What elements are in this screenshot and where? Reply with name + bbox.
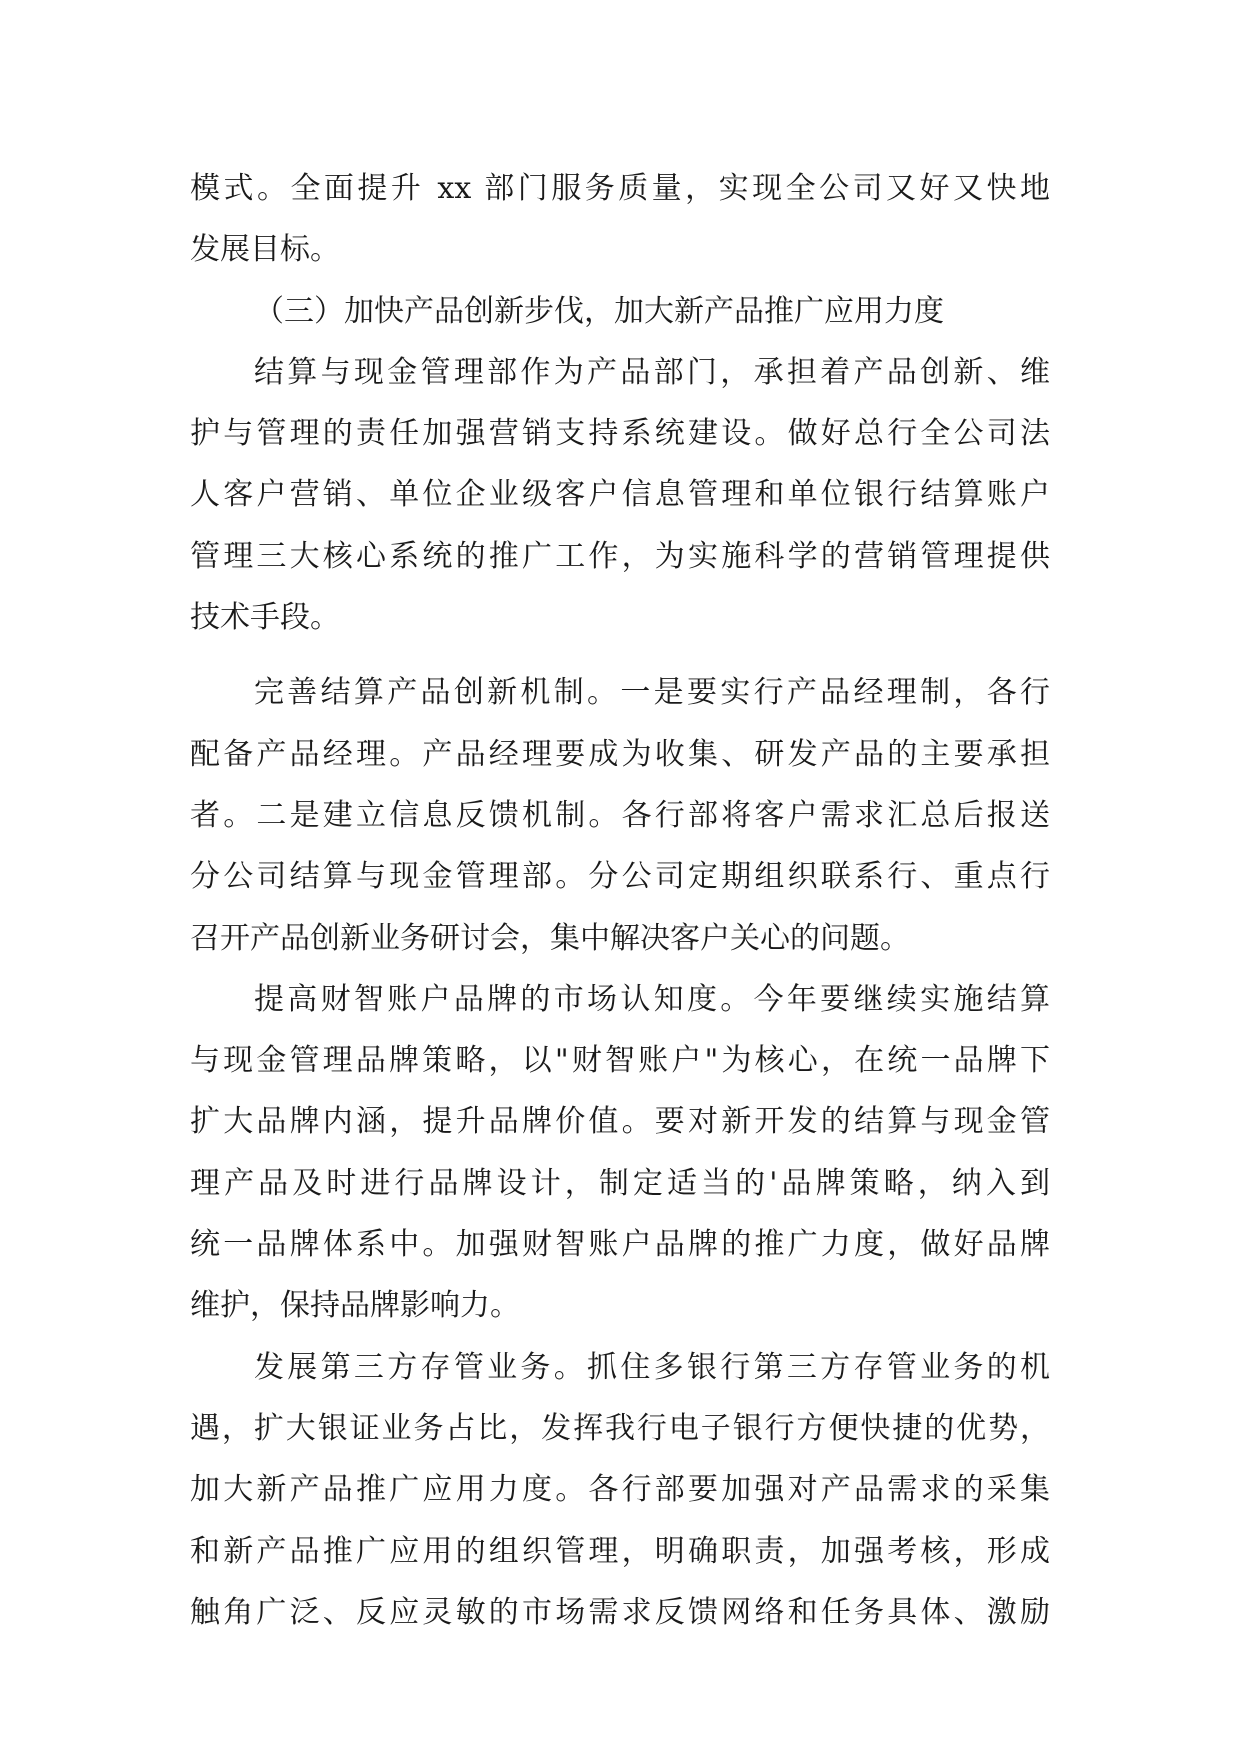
text-line: 触角广泛、反应灵敏的市场需求反馈网络和任务具体、激励 <box>190 1594 1050 1630</box>
text-line: 模式。全面提升 xx 部门服务质量，实现全公司又好又快地 <box>190 171 1050 206</box>
text-line: 维护，保持品牌影响力。 <box>190 1288 520 1324</box>
text-line: 结算与现金管理部作为产品部门，承担着产品创新、维 <box>254 354 1050 390</box>
text-line: 召开产品创新业务研讨会，集中解决客户关心的问题。 <box>190 920 910 956</box>
document-body <box>190 158 1050 1643</box>
text-line: 加大新产品推广应用力度。各行部要加强对产品需求的采集 <box>190 1472 1050 1508</box>
text-line: 和新产品推广应用的组织管理，明确职责，加强考核，形成 <box>190 1533 1050 1569</box>
text-line: 理产品及时进行品牌设计，制定适当的'品牌策略，纳入到 <box>190 1165 1050 1201</box>
text-line: 发展第三方存管业务。抓住多银行第三方存管业务的机 <box>254 1349 1050 1385</box>
text-line: 管理三大核心系统的推广工作，为实施科学的营销管理提供 <box>190 538 1050 574</box>
text-line: 提高财智账户品牌的市场认知度。今年要继续实施结算 <box>254 981 1050 1017</box>
text-line: 完善结算产品创新机制。一是要实行产品经理制，各行 <box>254 675 1050 711</box>
text-line: 发展目标。 <box>190 232 340 268</box>
text-line: 分公司结算与现金管理部。分公司定期组织联系行、重点行 <box>190 859 1050 895</box>
text-line: 扩大品牌内涵，提升品牌价值。要对新开发的结算与现金管 <box>190 1104 1050 1140</box>
text-line: 护与管理的责任加强营销支持系统建设。做好总行全公司法 <box>190 416 1050 452</box>
section-heading: （三）加快产品创新步伐，加大新产品推广应用力度 <box>254 293 944 329</box>
paragraph-gap <box>190 648 1050 662</box>
text-line: 配备产品经理。产品经理要成为收集、研发产品的主要承担 <box>190 736 1050 772</box>
text-line: 技术手段。 <box>190 600 340 636</box>
text-line: 者。二是建立信息反馈机制。各行部将客户需求汇总后报送 <box>190 797 1050 833</box>
text-line: 与现金管理品牌策略，以"财智账户"为核心，在统一品牌下 <box>190 1043 1050 1079</box>
text-line: 人客户营销、单位企业级客户信息管理和单位银行结算账户 <box>190 477 1050 513</box>
text-line: 统一品牌体系中。加强财智账户品牌的推广力度，做好品牌 <box>190 1227 1050 1263</box>
text-line: 遇，扩大银证业务占比，发挥我行电子银行方便快捷的优势， <box>190 1410 1050 1446</box>
